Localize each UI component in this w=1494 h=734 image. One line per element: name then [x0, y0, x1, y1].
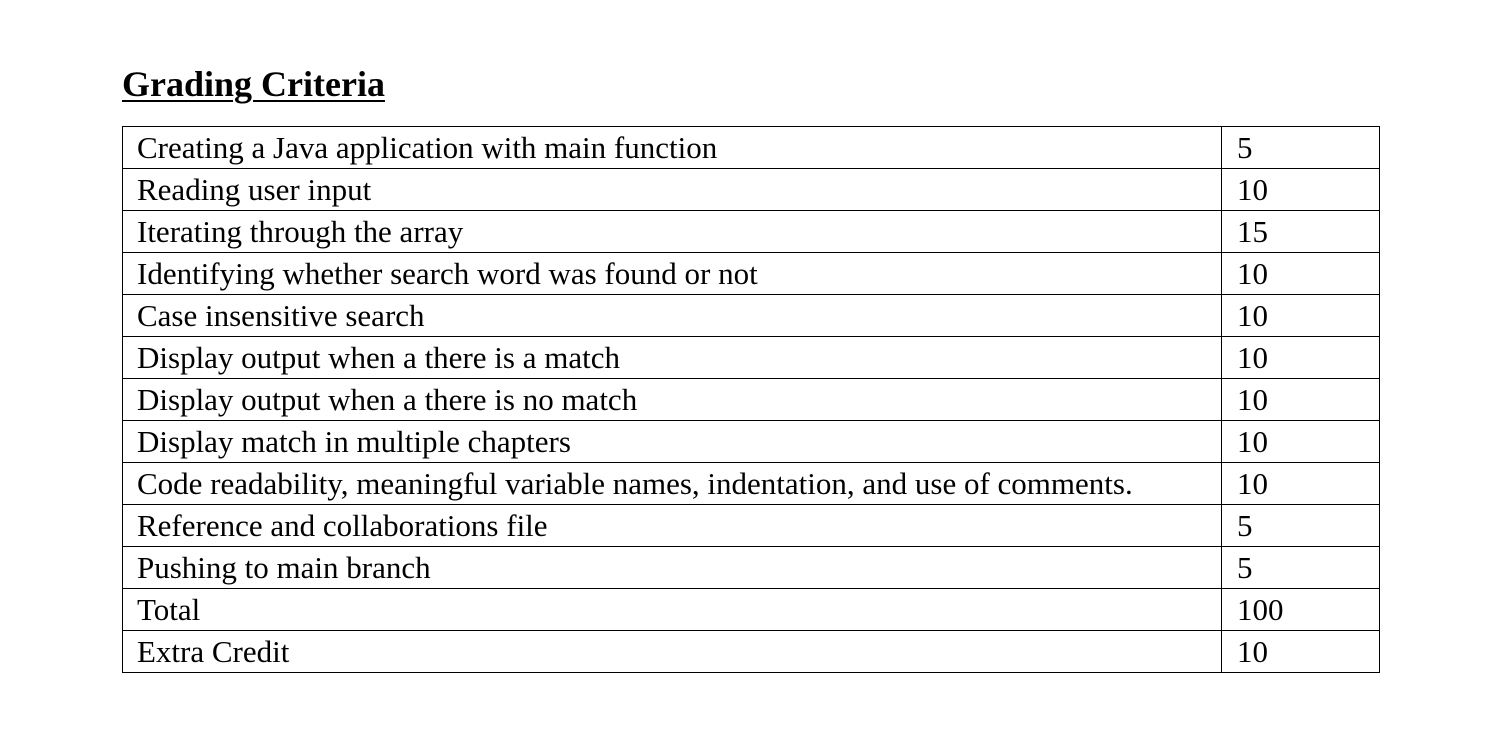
points-cell: 10 [1222, 379, 1380, 421]
points-cell: 5 [1222, 547, 1380, 589]
criterion-cell: Display output when a there is no match [123, 379, 1222, 421]
criterion-cell: Reference and collaborations file [123, 505, 1222, 547]
criterion-cell: Code readability, meaningful variable names, indentation, and use of comments. [123, 463, 1222, 505]
table-row [123, 127, 1380, 169]
table-row [123, 337, 1380, 379]
criterion-cell: Pushing to main branch [123, 547, 1222, 589]
criterion-cell: Display output when a there is a match [123, 337, 1222, 379]
points-cell: 10 [1222, 463, 1380, 505]
total-points: 100 [1222, 589, 1380, 631]
points-cell: 10 [1222, 295, 1380, 337]
extra-credit-label: Extra Credit [123, 631, 1222, 673]
table-row [123, 379, 1380, 421]
points-cell: 10 [1222, 169, 1380, 211]
criterion-cell: Case insensitive search [123, 295, 1222, 337]
table-row [123, 295, 1380, 337]
table-row [123, 253, 1380, 295]
points-cell: 10 [1222, 421, 1380, 463]
grading-criteria-table [122, 126, 1380, 673]
extra-credit-row [123, 631, 1380, 673]
table-row [123, 463, 1380, 505]
points-cell: 10 [1222, 337, 1380, 379]
table-row [123, 421, 1380, 463]
criterion-cell: Reading user input [123, 169, 1222, 211]
extra-credit-points: 10 [1222, 631, 1380, 673]
table-row [123, 547, 1380, 589]
criterion-cell: Creating a Java application with main function [123, 127, 1222, 169]
criterion-cell: Identifying whether search word was found or not [123, 253, 1222, 295]
total-row [123, 589, 1380, 631]
page-title: Grading Criteria [122, 64, 385, 104]
points-cell: 5 [1222, 127, 1380, 169]
criterion-cell: Iterating through the array [123, 211, 1222, 253]
total-label: Total [123, 589, 1222, 631]
points-cell: 5 [1222, 505, 1380, 547]
table-row [123, 169, 1380, 211]
table-row [123, 505, 1380, 547]
points-cell: 10 [1222, 253, 1380, 295]
points-cell: 15 [1222, 211, 1380, 253]
criterion-cell: Display match in multiple chapters [123, 421, 1222, 463]
table-row [123, 211, 1380, 253]
